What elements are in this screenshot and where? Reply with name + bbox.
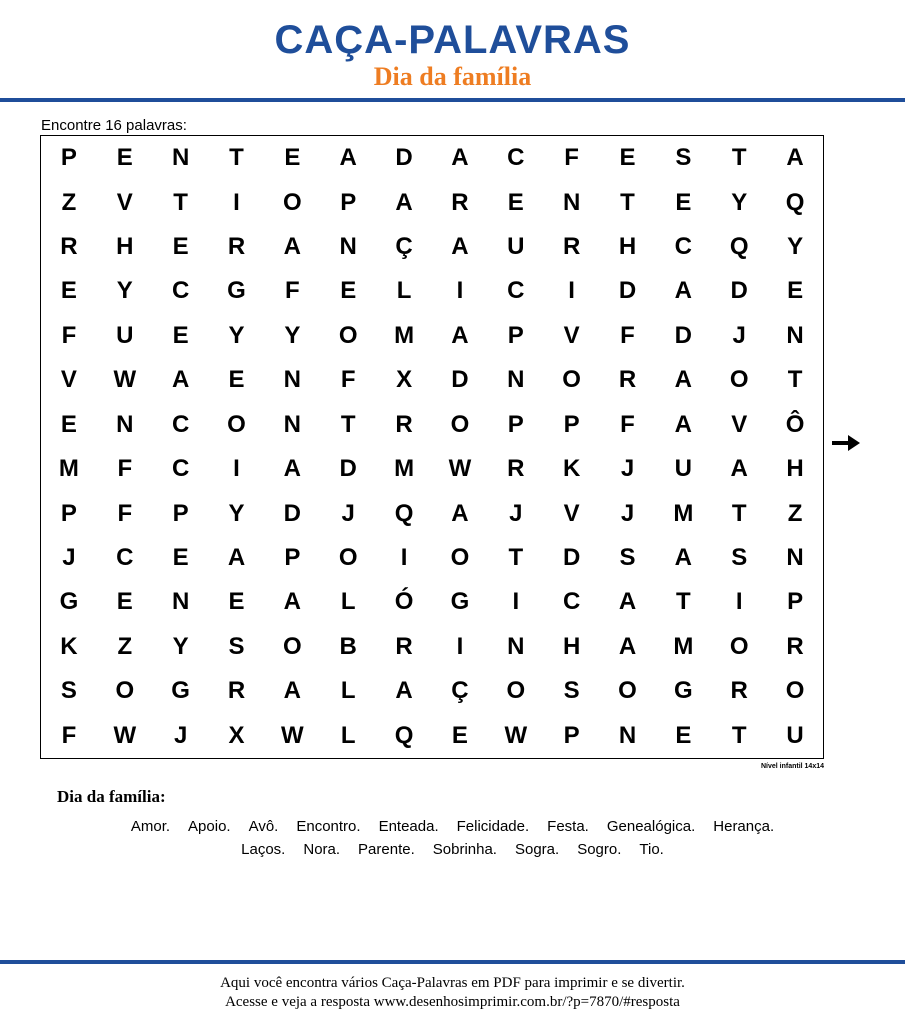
grid-letter[interactable]: L <box>340 588 356 616</box>
grid-letter[interactable]: T <box>620 188 635 216</box>
grid-letter[interactable]: O <box>729 366 749 394</box>
grid-letter[interactable]: A <box>674 410 693 438</box>
grid-letter[interactable]: Y <box>228 499 245 527</box>
grid-letter[interactable]: A <box>674 366 693 394</box>
grid-letter[interactable]: F <box>285 277 300 305</box>
grid-letter[interactable]: I <box>568 277 575 305</box>
grid-letter[interactable]: N <box>171 144 190 172</box>
grid-letter[interactable]: A <box>786 144 804 172</box>
grid-letter[interactable]: I <box>456 632 464 660</box>
grid-letter[interactable]: N <box>116 410 134 438</box>
grid-letter[interactable]: R <box>227 233 246 261</box>
grid-letter[interactable]: J <box>173 721 188 749</box>
grid-letter[interactable]: A <box>395 677 413 705</box>
grid-letter[interactable]: V <box>60 366 77 394</box>
grid-letter[interactable]: I <box>456 277 464 305</box>
grid-letter[interactable]: T <box>676 588 691 616</box>
grid-letter[interactable]: A <box>618 632 637 660</box>
grid-letter[interactable]: D <box>283 499 302 527</box>
grid-letter[interactable]: I <box>735 588 743 616</box>
grid-letter[interactable]: C <box>507 144 525 172</box>
grid-letter[interactable]: X <box>228 721 245 749</box>
grid-letter[interactable]: L <box>340 677 356 705</box>
grid-letter[interactable]: F <box>340 366 356 394</box>
word-item: Herança. <box>713 818 775 835</box>
grid-letter[interactable]: S <box>60 677 77 705</box>
grid-letter[interactable]: A <box>618 588 637 616</box>
grid-letter[interactable]: A <box>171 366 190 394</box>
grid-letter[interactable]: A <box>339 144 357 172</box>
grid-letter[interactable]: F <box>117 499 133 527</box>
grid-letter[interactable]: A <box>451 233 469 261</box>
grid-letter[interactable]: P <box>172 499 189 527</box>
words-line <box>0 815 905 838</box>
level-label: Nível infantil 14x14 <box>760 763 824 770</box>
grid-letter[interactable]: O <box>227 410 246 438</box>
grid-letter[interactable]: O <box>729 632 749 660</box>
grid-letter[interactable]: N <box>562 188 581 216</box>
grid-letter[interactable]: W <box>281 721 304 749</box>
grid-letter[interactable]: U <box>507 233 525 261</box>
grid-letter[interactable]: E <box>172 321 189 349</box>
word-item: Felicidade. <box>456 818 530 835</box>
grid-letter[interactable]: M <box>673 632 694 660</box>
grid-letter[interactable]: A <box>227 544 246 572</box>
grid-letter[interactable]: P <box>284 544 301 572</box>
grid-letter[interactable]: B <box>339 632 357 660</box>
grid-letter[interactable]: G <box>59 588 79 616</box>
grid-letter[interactable]: M <box>673 499 694 527</box>
grid-letter[interactable]: T <box>340 410 356 438</box>
grid-letter[interactable]: D <box>674 321 693 349</box>
grid-letter[interactable]: R <box>395 632 413 660</box>
grid-letter[interactable]: A <box>283 233 302 261</box>
word-item: Enteada. <box>378 818 439 835</box>
grid-letter[interactable]: C <box>171 277 190 305</box>
grid-letter[interactable]: V <box>731 410 748 438</box>
grid-letter[interactable]: A <box>395 188 413 216</box>
grid-letter[interactable]: H <box>786 455 804 483</box>
grid-letter[interactable]: G <box>674 677 693 705</box>
grid-letter[interactable]: S <box>563 677 580 705</box>
grid-letter[interactable]: E <box>451 721 468 749</box>
grid-letter[interactable]: C <box>507 277 525 305</box>
grid-letter[interactable]: P <box>507 410 524 438</box>
grid-letter[interactable]: A <box>674 277 693 305</box>
grid-letter[interactable]: Ó <box>394 588 414 616</box>
grid-letter[interactable]: C <box>562 588 581 616</box>
grid-letter[interactable]: R <box>395 410 413 438</box>
grid-letter[interactable]: T <box>508 544 524 572</box>
word-item: Apoio. <box>188 818 231 835</box>
grid-letter[interactable]: E <box>619 144 636 172</box>
grid-letter[interactable]: L <box>340 721 356 749</box>
grid-letter[interactable]: R <box>507 455 525 483</box>
grid-letter[interactable]: A <box>451 499 469 527</box>
grid-letter[interactable]: O <box>338 544 358 572</box>
page-subtitle: Dia da família <box>373 62 532 91</box>
grid-letter[interactable]: E <box>228 366 245 394</box>
grid-letter[interactable]: X <box>396 366 413 394</box>
grid-letter[interactable]: W <box>113 721 137 749</box>
grid-letter[interactable]: H <box>618 233 637 261</box>
word-search-grid <box>40 135 824 759</box>
instruction-text: Encontre 16 palavras: <box>41 117 187 134</box>
grid-letter[interactable]: Ô <box>785 410 805 438</box>
grid-letter[interactable]: Y <box>284 321 301 349</box>
grid-letter[interactable]: A <box>451 321 469 349</box>
grid-letter[interactable]: Z <box>787 499 803 527</box>
grid-letter[interactable]: N <box>339 233 357 261</box>
grid-letter[interactable]: A <box>283 588 302 616</box>
grid-letter[interactable]: V <box>563 499 580 527</box>
grid-letter[interactable]: R <box>562 233 581 261</box>
grid-letter[interactable]: R <box>618 366 637 394</box>
grid-letter[interactable]: Z <box>117 632 133 660</box>
grid-letter[interactable]: I <box>233 455 240 483</box>
grid-letter[interactable]: O <box>450 410 470 438</box>
grid-letter[interactable]: J <box>341 499 355 527</box>
grid-letter[interactable]: C <box>116 544 134 572</box>
grid-letter[interactable]: R <box>786 632 804 660</box>
grid-letter[interactable]: J <box>509 499 523 527</box>
grid-letter[interactable]: E <box>116 588 133 616</box>
grid-letter[interactable]: E <box>116 144 133 172</box>
word-item: Encontro. <box>296 818 361 835</box>
grid-letter[interactable]: P <box>60 499 77 527</box>
word-item: Tio. <box>639 841 664 858</box>
grid-letter[interactable]: E <box>172 544 189 572</box>
grid-letter[interactable]: D <box>451 366 469 394</box>
grid-letter[interactable]: W <box>448 455 472 483</box>
grid-letter[interactable]: Y <box>228 321 245 349</box>
grid-letter[interactable]: P <box>340 188 357 216</box>
grid-letter[interactable]: K <box>60 632 78 660</box>
grid-letter[interactable]: O <box>562 366 581 394</box>
page-title: CAÇA-PALAVRAS <box>274 18 631 62</box>
grid-letter[interactable]: N <box>507 632 525 660</box>
grid-letter[interactable]: Q <box>785 188 805 216</box>
grid-letter[interactable]: R <box>451 188 469 216</box>
word-item: Sobrinha. <box>432 841 497 858</box>
grid-letter[interactable]: F <box>61 721 77 749</box>
grid-letter[interactable]: N <box>283 410 302 438</box>
grid-letter[interactable]: R <box>730 677 748 705</box>
grid-letter[interactable]: T <box>173 188 188 216</box>
grid-letter[interactable]: G <box>450 588 470 616</box>
grid-letter[interactable]: A <box>283 677 302 705</box>
grid-letter[interactable]: E <box>340 277 357 305</box>
grid-letter[interactable]: J <box>620 455 635 483</box>
arrow-right-icon[interactable] <box>830 431 862 455</box>
footer-link-line[interactable]: Acesse e veja a resposta www.desenhosimprimir.com.br/?p=7870/#resposta <box>225 994 680 1010</box>
grid-letter[interactable]: P <box>563 410 580 438</box>
top-divider <box>0 98 905 102</box>
grid-letter[interactable]: Ç <box>395 233 413 261</box>
word-item: Sogro. <box>577 841 622 858</box>
grid-letter[interactable]: D <box>395 144 413 172</box>
grid-letter[interactable]: N <box>618 721 637 749</box>
grid-letter[interactable]: N <box>786 544 804 572</box>
grid-letter[interactable]: Y <box>787 233 804 261</box>
grid-letter[interactable]: M <box>394 321 415 349</box>
bottom-divider <box>0 960 905 964</box>
grid-letter[interactable]: E <box>284 144 301 172</box>
grid-letter[interactable]: U <box>116 321 134 349</box>
grid-letter[interactable]: U <box>674 455 693 483</box>
grid-letter[interactable]: J <box>62 544 76 572</box>
grid-letter[interactable]: Y <box>116 277 133 305</box>
grid-letter[interactable]: T <box>731 144 747 172</box>
grid-letter[interactable]: P <box>507 321 524 349</box>
grid-letter[interactable]: I <box>512 588 520 616</box>
grid-letter[interactable]: A <box>674 544 693 572</box>
grid-letter[interactable]: F <box>620 410 635 438</box>
grid-letter[interactable]: N <box>171 588 190 616</box>
grid-letter[interactable]: V <box>116 188 133 216</box>
grid-letter[interactable]: E <box>172 233 189 261</box>
grid-letter[interactable]: O <box>618 677 637 705</box>
grid-letter[interactable]: C <box>171 455 190 483</box>
words-list-title: Dia da família: <box>57 787 166 806</box>
grid-letter[interactable]: S <box>619 544 636 572</box>
grid-letter[interactable]: Y <box>172 632 189 660</box>
grid-letter[interactable]: N <box>283 366 302 394</box>
grid-letter[interactable]: M <box>394 455 415 483</box>
grid-letter[interactable]: T <box>229 144 244 172</box>
grid-letter[interactable]: O <box>283 632 302 660</box>
grid-letter[interactable]: C <box>674 233 693 261</box>
grid-letter[interactable]: U <box>786 721 804 749</box>
grid-letter[interactable]: E <box>675 721 692 749</box>
grid-letter[interactable]: A <box>451 144 469 172</box>
grid-letter[interactable]: F <box>117 455 133 483</box>
grid-letter[interactable]: Y <box>731 188 748 216</box>
grid-letter[interactable]: I <box>233 188 240 216</box>
footer <box>0 974 905 1012</box>
grid-letter[interactable]: D <box>618 277 637 305</box>
grid-letter[interactable]: Z <box>61 188 77 216</box>
grid-letter[interactable]: F <box>61 321 77 349</box>
grid-letter[interactable]: W <box>113 366 137 394</box>
grid-letter[interactable]: O <box>785 677 805 705</box>
grid-letter[interactable]: G <box>171 677 190 705</box>
grid-letter[interactable]: J <box>620 499 635 527</box>
grid-letter[interactable]: O <box>283 188 302 216</box>
grid-letter[interactable]: O <box>506 677 526 705</box>
grid-letter[interactable]: P <box>787 588 804 616</box>
words-line <box>0 838 905 861</box>
word-item: Laços. <box>241 841 286 858</box>
grid-letter[interactable]: Q <box>394 721 414 749</box>
grid-letter[interactable]: E <box>675 188 692 216</box>
grid-letter[interactable]: Q <box>729 233 749 261</box>
grid-letter[interactable]: H <box>562 632 581 660</box>
grid-letter[interactable]: S <box>228 632 245 660</box>
grid-letter[interactable]: S <box>675 144 692 172</box>
grid-letter[interactable]: A <box>283 455 302 483</box>
grid-letter[interactable]: A <box>730 455 748 483</box>
grid-letter[interactable]: R <box>227 677 246 705</box>
grid-letter[interactable]: E <box>507 188 524 216</box>
grid-letter[interactable]: C <box>171 410 190 438</box>
grid-letter[interactable]: S <box>731 544 748 572</box>
grid-letter[interactable]: Q <box>394 499 414 527</box>
grid-letter[interactable]: I <box>400 544 408 572</box>
grid-letter[interactable]: K <box>562 455 581 483</box>
grid-letter[interactable]: N <box>507 366 525 394</box>
grid-letter[interactable]: Ç <box>451 677 469 705</box>
grid-letter[interactable]: N <box>786 321 804 349</box>
grid-letter[interactable]: V <box>563 321 580 349</box>
grid-letter[interactable]: E <box>228 588 245 616</box>
grid-letter[interactable]: E <box>787 277 804 305</box>
words-list <box>0 815 905 861</box>
grid-letter[interactable]: E <box>60 410 77 438</box>
grid-letter[interactable]: W <box>504 721 528 749</box>
word-item: Amor. <box>130 818 171 835</box>
grid-letter[interactable]: P <box>563 721 580 749</box>
grid-letter[interactable]: G <box>227 277 246 305</box>
grid-letter[interactable]: R <box>60 233 78 261</box>
grid-letter[interactable]: O <box>338 321 358 349</box>
grid-letter[interactable]: D <box>562 544 581 572</box>
grid-letter[interactable]: T <box>787 366 803 394</box>
grid-letter[interactable]: D <box>339 455 357 483</box>
grid-letter[interactable]: T <box>731 721 747 749</box>
grid-letter[interactable]: F <box>620 321 635 349</box>
footer-line: Aqui você encontra vários Caça-Palavras em PDF para imprimir e se divertir. <box>220 975 685 991</box>
word-item: Genealógica. <box>606 818 696 835</box>
grid-letter[interactable]: F <box>564 144 579 172</box>
word-item: Avô. <box>248 818 279 835</box>
grid-letter[interactable]: J <box>732 321 746 349</box>
grid-letter[interactable]: T <box>731 499 747 527</box>
grid-letter[interactable]: M <box>58 455 79 483</box>
grid-letter[interactable]: O <box>115 677 135 705</box>
grid-letter[interactable]: L <box>396 277 412 305</box>
word-item: Parente. <box>358 841 415 858</box>
grid-letter[interactable]: D <box>730 277 748 305</box>
grid-letter[interactable]: E <box>60 277 77 305</box>
grid-letter[interactable]: O <box>450 544 470 572</box>
word-item: Festa. <box>547 818 589 835</box>
word-item: Nora. <box>303 841 341 858</box>
grid-letter[interactable]: H <box>116 233 134 261</box>
grid-letter[interactable]: P <box>60 144 77 172</box>
word-item: Sogra. <box>514 841 560 858</box>
